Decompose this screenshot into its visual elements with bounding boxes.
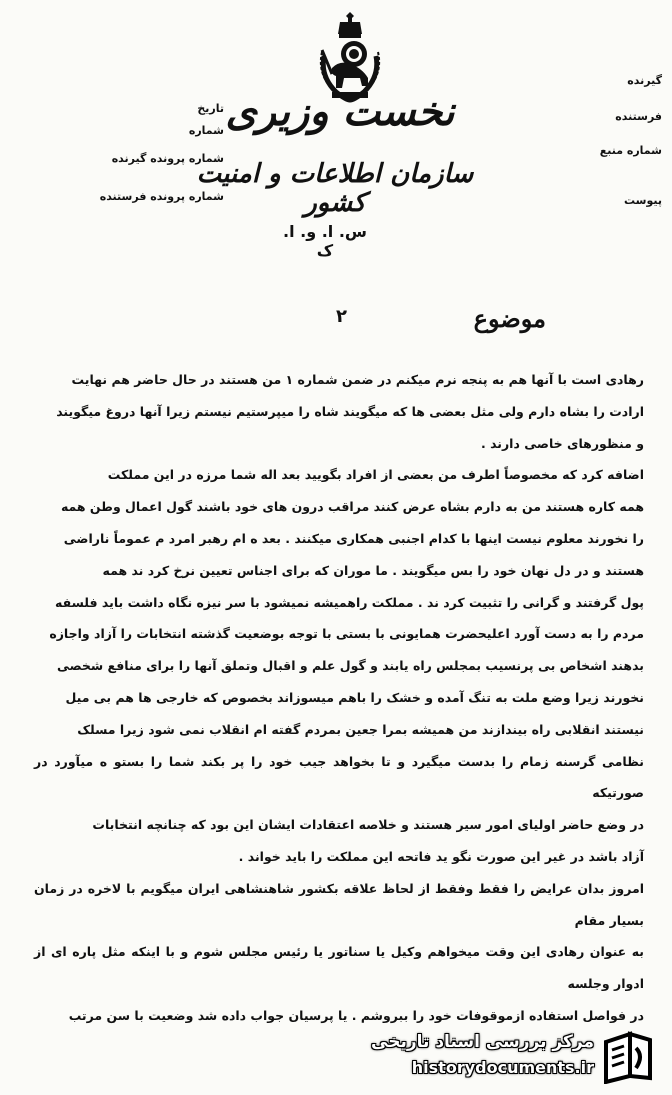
history-documents-logo-icon — [600, 1030, 656, 1084]
text-line: نظامی گرسنه زمام را بدست میگیرد و تا بخواهد جیب خود را پر بکند شما را بستو ه میآورد در صورتیکه — [34, 753, 644, 801]
paragraph-3 — [34, 873, 644, 1032]
text-line: ارادت را بشاه دارم ولی مثل بعضی ها که میگویند شاه را میپرستیم نیستم زیرا آنها دروغ میگویند — [56, 403, 644, 419]
reference-code: س. ا. و. ا. ک — [282, 222, 367, 260]
text-line: را نخورند معلوم نیست اینها با کدام اجنبی همکاری میکنند . بعد ه ام رهبر امرد م عموماً ناراضی — [63, 530, 644, 546]
text-line: رهادی است با آنها هم به پنجه نرم میکنم در ضمن شماره ۱ من هستند در حال حاضر هم نهایت — [71, 372, 644, 387]
source-number-label: شماره منبع — [599, 144, 662, 157]
subject-number: ۲ — [336, 306, 347, 327]
text-line: آزاد باشد در غیر این صورت نگو ید فاتحه این مملکت را باید خواند . — [238, 848, 644, 864]
text-line: و منظورهای خاصی دارند . — [480, 435, 644, 451]
text-line: مردم را به دست آورد اعلیحضرت همایونی با بستی با توجه بوضعیت گذشته انتخابات را آزاد واجازه — [49, 626, 644, 642]
text-line: نیستند انقلابی راه بیندازند من همیشه بمرا جعین بمردم گفته ام انقلاب نمی شود زیرا مسلک — [77, 721, 644, 737]
text-line: امروز بدان عرایض را فقط وفقط از لحاظ علاقه بکشور شاهنشاهی ایران میگویم با لاخره در زمان بسیار مقام — [34, 880, 644, 928]
text-line: پول گرفتند و گرانی را تثبیت کرد ند . مملکت راهمیشه نمیشود با سر نیزه نگاه داشت باید فلسفه — [55, 594, 644, 610]
text-line: نخورند زیرا وضع ملت به تنگ آمده و خشک را باهم میسوزاند بخصوص که خارجی ها هم بی میل — [65, 689, 644, 705]
subject-label: موضوع — [473, 304, 546, 333]
text-line: در وضع حاضر اولیای امور سیر هستند و خلاصه اعتقادات ایشان این بود که چنانچه انتخابات — [92, 817, 644, 833]
paragraph-1 — [34, 364, 644, 459]
text-line: همه کاره هستند من به دارم بشاه عرض کنند مراقب درون های خود باشند گول اعمال وطن همه — [60, 499, 644, 515]
number-label: شماره — [188, 124, 224, 137]
sender-label: فرستنده — [615, 110, 662, 123]
recipient-label: گیرنده — [627, 74, 662, 87]
recipient-file-number-label: شماره پرونده گیرنده — [111, 152, 224, 165]
attachment-label: پیوست — [624, 194, 662, 207]
organization-name: سازمان اطلاعات و امنیت کشور — [196, 159, 474, 218]
text-line: به عنوان رهادی این وقت میخواهم وکیل یا سناتور یا رئیس مجلس شوم و با اینکه مثل پاره ای از ادوار وجلسه — [34, 944, 644, 992]
watermark-title: مرکز بررسی اسناد تاریخی — [371, 1032, 594, 1052]
text-line: هستند و در دل نهان خود را بس میگویند . ما موران که برای اجناس تعیین نرخ کرد ند همه — [102, 562, 644, 578]
text-line: اضافه کرد که مخصوصاً اطرف من بعضی از افراد بگویید بعد اله شما مرزه در این مملکت — [107, 467, 644, 483]
watermark — [371, 1028, 662, 1086]
paragraph-2 — [34, 459, 644, 872]
date-label: تاریخ — [197, 102, 224, 115]
letter-body — [34, 364, 644, 1032]
text-line: بدهند اشخاص بی پرنسیب بمجلس راه یابند و گول علم و اقبال وتملق آنها را برای منافع شخصی — [56, 658, 644, 674]
watermark-url[interactable]: historydocuments.ir — [411, 1058, 594, 1077]
text-line: در فواصل استفاده ازموقوفات خود را ببروشم . یا پرسیان جواب داده شد وضعیت با سن مرتب — [68, 1007, 644, 1023]
document-title: نخست وزیری — [225, 88, 455, 135]
sender-file-number-label: شماره پرونده فرستنده — [99, 190, 224, 203]
